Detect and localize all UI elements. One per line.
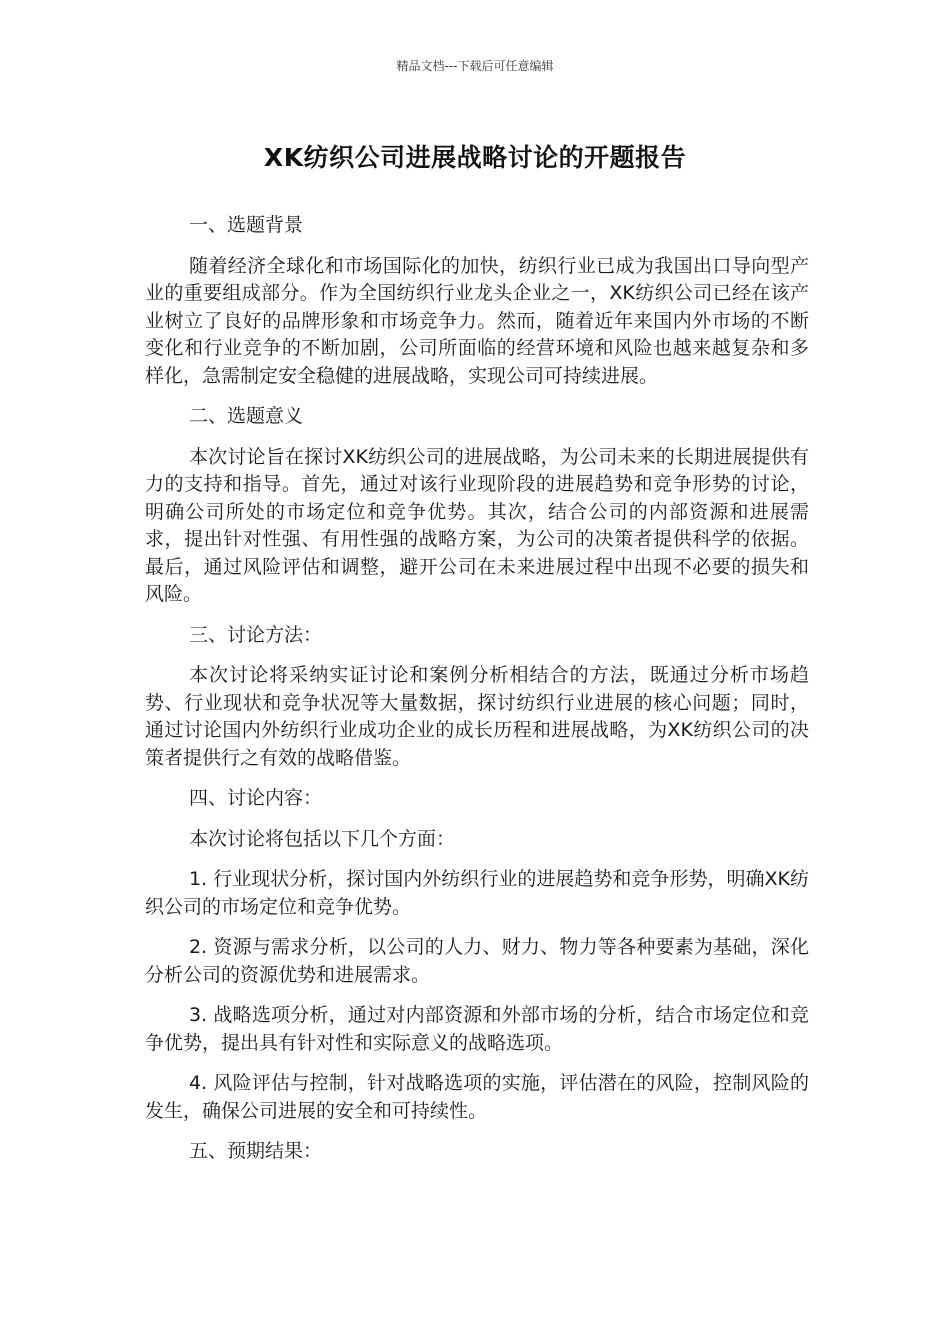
paragraph-background: 随着经济全球化和市场国际化的加快，纺织行业已成为我国出口导向型产业的重要组成部分。作为全国纺织行业龙头企业之一，XK纺织公司已经在该产业树立了良好的品牌形象和市场竞争力。然而，随着近年来国内外市场的不断变化和行业竞争的不断加剧，公司所面临的经营环境和风险也越来越复杂和多样化，急需制定安全稳健的进展战略，实现公司可持续进展。 <box>145 254 809 387</box>
section-heading-background: 一、选题背景 <box>189 214 304 236</box>
paragraph-content-intro: 本次讨论将包括以下几个方面： <box>189 827 456 850</box>
section-heading-content: 四、讨论内容： <box>189 787 323 809</box>
list-item-risk-analysis: 4. 风险评估与控制，针对战略选项的实施，评估潜在的风险，控制风险的发生，确保公司进展的安全和可持续性。 <box>145 1072 809 1122</box>
list-item-resource-analysis: 2. 资源与需求分析，以公司的人力、财力、物力等各种要素为基础，深化分析公司的资源优势和进展需求。 <box>145 936 809 986</box>
list-item-industry-analysis: 1. 行业现状分析，探讨国内外纺织行业的进展趋势和竞争形势，明确XK纺织公司的市场定位和竞争优势。 <box>145 868 809 918</box>
document-title: XK纺织公司进展战略讨论的开题报告 <box>263 143 687 172</box>
section-heading-method: 三、讨论方法： <box>189 623 323 646</box>
header-note: 精品文档---下载后可任意编辑 <box>396 59 554 73</box>
paragraph-method: 本次讨论将采纳实证讨论和案例分析相结合的方法，既通过分析市场趋势、行业现状和竞争状况等大量数据，探讨纺织行业进展的核心问题；同时，通过讨论国内外纺织行业成功企业的成长历程和进展战略，为XK纺织公司的决策者提供行之有效的战略借鉴。 <box>145 664 809 769</box>
section-heading-expected-results: 五、预期结果： <box>189 1140 323 1162</box>
document-body <box>145 212 809 1179</box>
section-heading-significance: 二、选题意义 <box>189 405 304 427</box>
list-item-strategy-analysis: 3. 战略选项分析，通过对内部资源和外部市场的分析，结合市场定位和竞争优势，提出具有针对性和实际意义的战略选项。 <box>145 1004 809 1054</box>
paragraph-significance: 本次讨论旨在探讨XK纺织公司的进展战略，为公司未来的长期进展提供有力的支持和指导。首先，通过对该行业现阶段的进展趋势和竞争形势的讨论，明确公司所处的市场定位和竞争优势。其次，结合公司的内部资源和进展需求，提出针对性强、有用性强的战略方案，为公司的决策者提供科学的依据。最后，通过风险评估和调整，避开公司在未来进展过程中出现不必要的损失和风险。 <box>145 445 809 605</box>
